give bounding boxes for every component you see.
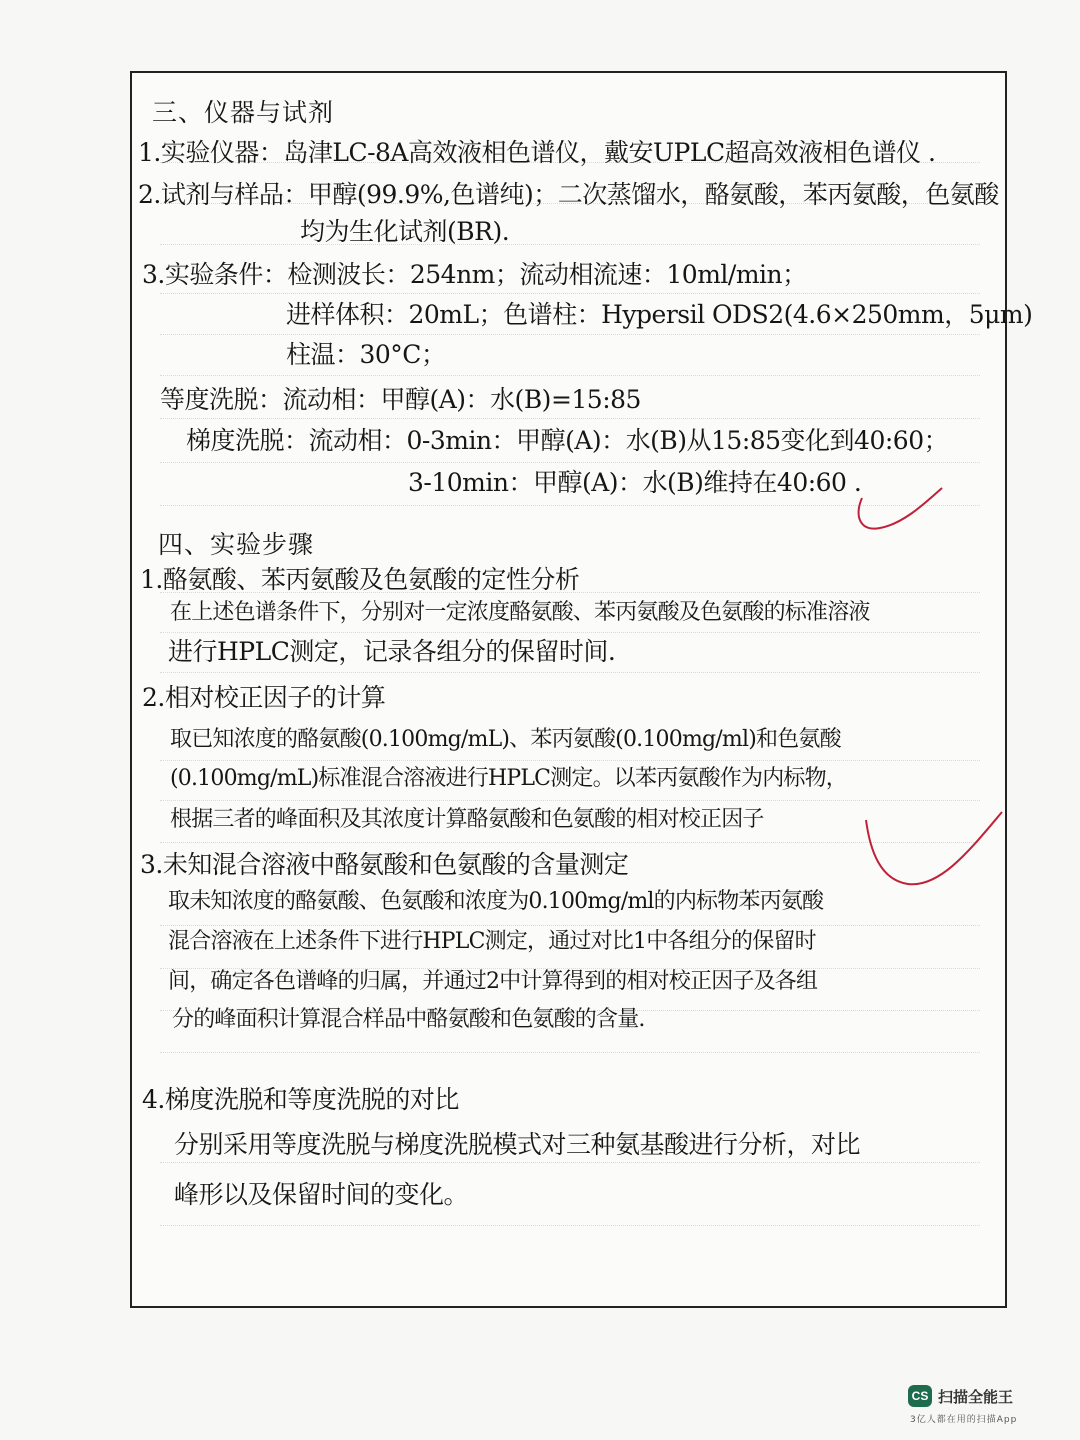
ruling-line [160, 1225, 980, 1226]
step3-line-3: 间，确定各色谱峰的归属，并通过2中计算得到的相对校正因子及各组 [168, 969, 818, 994]
ruling-line [160, 418, 980, 419]
ruling-line [160, 334, 980, 335]
ruling-line [160, 842, 980, 843]
isocratic-elution-line: 等度洗脱：流动相：甲醇(A)：水(B)=15:85 [160, 385, 641, 414]
ruling-line [160, 760, 980, 761]
watermark-tagline: 3亿人都在用的扫描App [910, 1415, 1018, 1425]
step3-line-2: 混合溶液在上述条件下进行HPLC测定，通过对比1中各组分的保留时 [168, 929, 816, 954]
gradient-elution-line-2: 3-10min：甲醇(A)：水(B)维持在40:60 . [408, 468, 862, 497]
section-heading-instruments: 三、仪器与试剂 [152, 98, 335, 127]
ruling-line [160, 800, 980, 801]
ruling-line [160, 293, 980, 294]
step4-title: 4.梯度洗脱和等度洗脱的对比 [142, 1085, 459, 1114]
step3-line-4: 分的峰面积计算混合样品中酪氨酸和色氨酸的含量. [172, 1007, 645, 1032]
ruling-line [160, 672, 980, 673]
step1-line-2: 进行HPLC测定，记录各组分的保留时间. [168, 637, 616, 666]
camscanner-logo-icon: CS [908, 1385, 932, 1407]
step4-line: 分别采用等度洗脱与梯度洗脱模式对三种氨基酸进行分析，对比 [174, 1130, 861, 1159]
ruling-line [160, 1052, 980, 1053]
ruling-line [160, 462, 980, 463]
conditions-line: 3.实验条件：检测波长：254nm；流动相流速：10ml/min； [142, 260, 807, 289]
step3-line: 取未知浓度的酪氨酸、色氨酸和浓度为0.100mg/ml的内标物苯丙氨酸 [168, 889, 824, 914]
ruling-line [160, 925, 980, 926]
step1-title: 1.酪氨酸、苯丙氨酸及色氨酸的定性分析 [140, 565, 580, 594]
step2-title: 2.相对校正因子的计算 [142, 683, 386, 712]
step2-line: 取已知浓度的酪氨酸(0.100mg/mL)、苯丙氨酸(0.100mg/ml)和色氨酸 [170, 727, 841, 752]
ruling-line [160, 632, 980, 633]
ruling-line [160, 375, 980, 376]
ruling-line [160, 244, 980, 245]
check-mark-icon [850, 480, 950, 540]
step3-title: 3.未知混合溶液中酪氨酸和色氨酸的含量测定 [140, 850, 629, 879]
instruments-line: 1.实验仪器：岛津LC-8A高效液相色谱仪，戴安UPLC超高效液相色谱仪 . [138, 138, 936, 167]
step4-line-2: 峰形以及保留时间的变化。 [174, 1180, 469, 1209]
scanner-watermark [908, 1385, 1013, 1407]
conditions-line-2: 进样体积：20mL；色谱柱：Hypersil ODS2(4.6×250mm，5μm) [286, 300, 1033, 329]
step2-line-3: 根据三者的峰面积及其浓度计算酪氨酸和色氨酸的相对校正因子 [170, 807, 764, 832]
section-heading-procedure: 四、实验步骤 [158, 530, 315, 559]
ruling-line [160, 1162, 980, 1163]
conditions-line-3: 柱温：30°C； [286, 340, 446, 369]
check-mark-icon [860, 800, 1010, 900]
reagents-line: 2.试剂与样品：甲醇(99.9%,色谱纯)；二次蒸馏水，酪氨酸，苯丙氨酸，色氨酸 [138, 180, 999, 209]
step1-line: 在上述色谱条件下，分别对一定浓度酪氨酸、苯丙氨酸及色氨酸的标准溶液 [170, 600, 870, 625]
reagents-line-cont: 均为生化试剂(BR). [300, 217, 510, 246]
watermark-brand: 扫描全能王 [938, 1387, 1014, 1406]
gradient-elution-line: 梯度洗脱：流动相：0-3min：甲醇(A)：水(B)从15:85变化到40:60； [186, 426, 949, 455]
step2-line-2: (0.100mg/mL)标准混合溶液进行HPLC测定。以苯丙氨酸作为内标物， [170, 766, 848, 791]
